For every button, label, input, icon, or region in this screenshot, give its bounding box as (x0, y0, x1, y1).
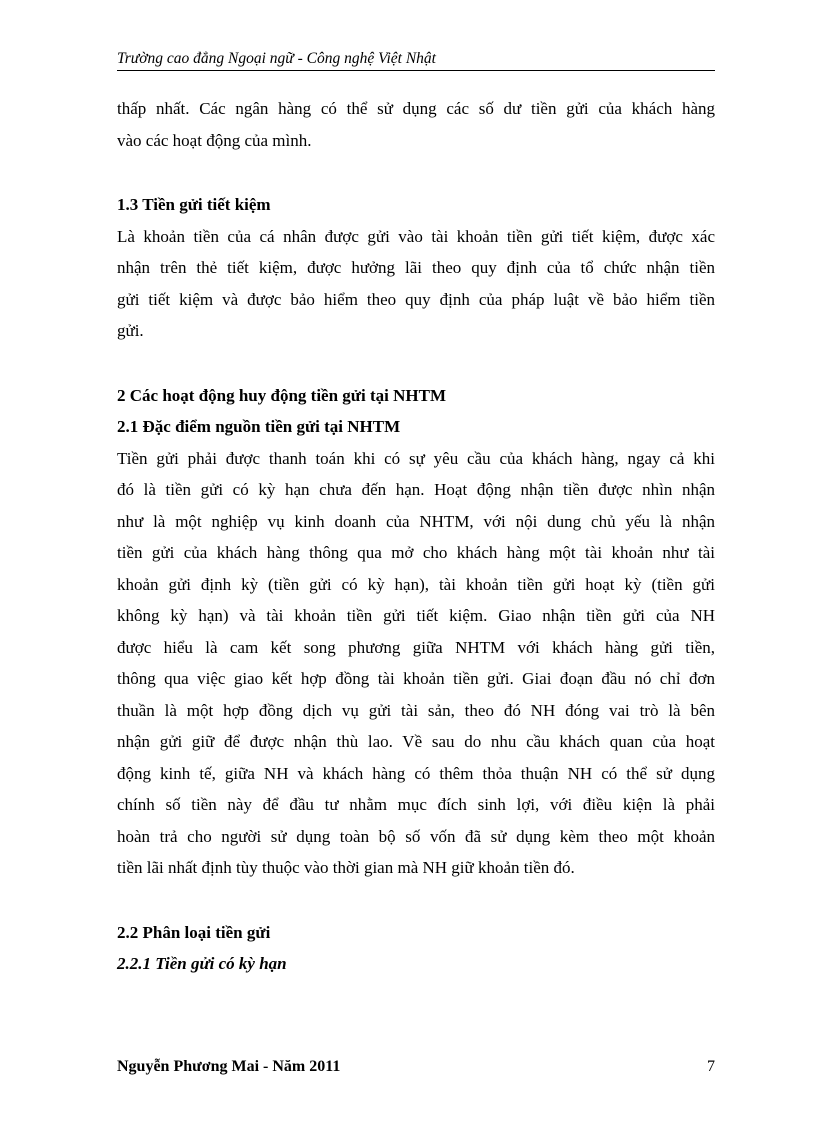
footer-author: Nguyễn Phương Mai - Năm 2011 (117, 1058, 341, 1075)
text-line: Tiền gửi phải được thanh toán khi có sự yêu cầu của khách hàng, ngay cả khi (117, 448, 715, 468)
intro-paragraph (117, 93, 715, 156)
text-line: tiền lãi nhất định tùy thuộc vào thời gian mà NH giữ khoản tiền đó. (117, 858, 575, 877)
text-line: không kỳ hạn) và tài khoản tiền gửi tiết kiệm. Giao nhận tiền gửi của NH (117, 606, 715, 625)
text-line: hoàn trả cho người sử dụng toàn bộ số vốn đã sử dụng kèm theo một khoản (117, 826, 715, 846)
section-heading-2: 2 Các hoạt động huy động tiền gửi tại NHTM (117, 385, 446, 405)
section-1-3-paragraph (117, 221, 715, 347)
text-line: gửi tiết kiệm và được bảo hiểm theo quy định của pháp luật về bảo hiểm tiền (117, 289, 715, 309)
text-line: khoản gửi định kỳ (tiền gửi có kỳ hạn), tài khoản tiền gửi hoạt kỳ (tiền gửi (117, 574, 715, 594)
page-number: 7 (707, 1058, 715, 1075)
section-2-1-paragraph (117, 443, 715, 884)
text-line: thuần là một hợp đồng dịch vụ gửi tài sản, theo đó NH đóng vai trò là bên (117, 700, 715, 720)
page-content (117, 93, 715, 980)
header-rule (117, 70, 715, 71)
section-heading-2-2-1: 2.2.1 Tiền gửi có kỳ hạn (117, 954, 287, 973)
text-line: gửi. (117, 321, 144, 340)
text-line: Là khoản tiền của cá nhân được gửi vào tài khoản tiền gửi tiết kiệm, được xác (117, 226, 715, 246)
text-line: như là một nghiệp vụ kinh doanh của NHTM, với nội dung chủ yếu là nhận (117, 511, 715, 531)
text-line: thấp nhất. Các ngân hàng có thể sử dụng các số dư tiền gửi của khách hàng (117, 99, 715, 118)
text-line: được hiểu là cam kết song phương giữa NHTM với khách hàng gửi tiền, (117, 637, 715, 657)
running-header: Trường cao đẳng Ngoại ngữ - Công nghệ Việt Nhật (117, 50, 436, 67)
text-line: động kinh tế, giữa NH và khách hàng có thêm thỏa thuận NH có thể sử dụng (117, 763, 715, 783)
section-heading-1-3: 1.3 Tiền gửi tiết kiệm (117, 195, 271, 214)
text-line: vào các hoạt động của mình. (117, 130, 312, 150)
text-line: nhận gửi giữ để được nhận thù lao. Về sau do nhu cầu khách quan của hoạt (117, 732, 715, 751)
section-heading-2-1: 2.1 Đặc điểm nguồn tiền gửi tại NHTM (117, 417, 401, 436)
text-line: chính số tiền này để đầu tư nhằm mục đích sinh lợi, với điều kiện là phải (117, 795, 715, 814)
text-line: đó là tiền gửi có kỳ hạn chưa đến hạn. Hoạt động nhận tiền được nhìn nhận (117, 480, 715, 499)
text-line: nhận trên thẻ tiết kiệm, được hưởng lãi theo quy định của tổ chức nhận tiền (117, 258, 715, 277)
text-line: thông qua việc giao kết hợp đồng tài khoản tiền gửi. Giai đoạn đầu nó chỉ đơn (117, 669, 715, 688)
section-heading-2-2: 2.2 Phân loại tiền gửi (117, 922, 271, 942)
text-line: tiền gửi của khách hàng thông qua mở cho khách hàng một tài khoản như tài (117, 543, 715, 562)
